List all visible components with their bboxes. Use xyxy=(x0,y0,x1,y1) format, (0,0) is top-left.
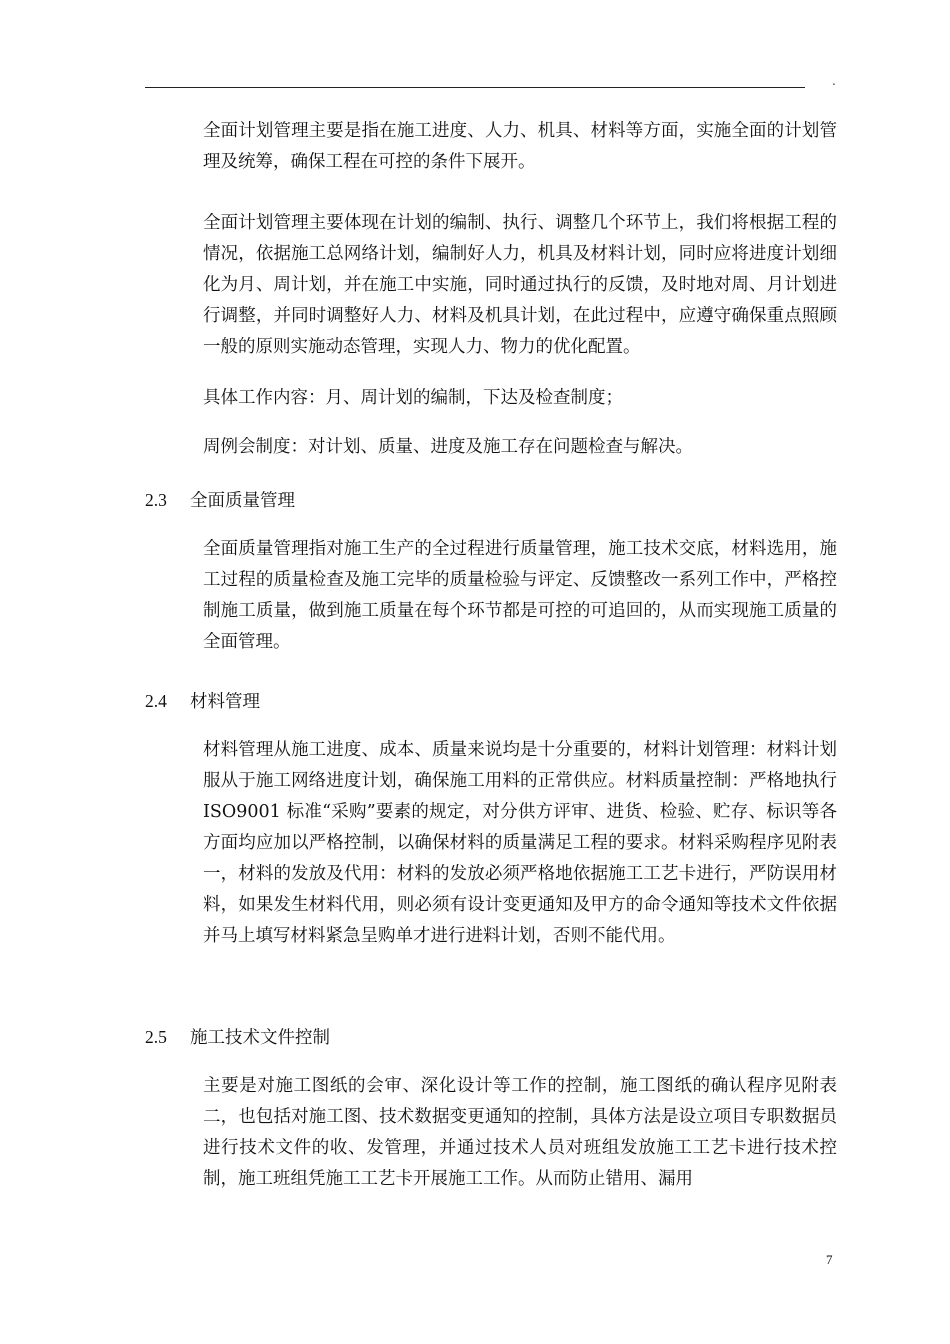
section-body-2-3: 全面质量管理指对施工生产的全过程进行质量管理，施工技术交底，材料选用，施工过程的质量检查及施工完毕的质量检验与评定、反馈整改一系列工作中，严格控制施工质量，做到施工质量在每个环节都是可控的可追回的，从而实现施工质量的全面管理。 xyxy=(203,539,837,652)
section-title: 全面质量管理 xyxy=(190,491,295,511)
paragraph-weekly-meeting: 周例会制度：对计划、质量、进度及施工存在问题检查与解决。 xyxy=(203,437,693,457)
section-heading-2-4 xyxy=(145,686,260,718)
section-title: 材料管理 xyxy=(190,692,260,712)
section-title: 施工技术文件控制 xyxy=(190,1028,330,1048)
section-number: 2.4 xyxy=(145,691,167,711)
section-number: 2.3 xyxy=(145,490,167,510)
paragraph-work-content: 具体工作内容：月、周计划的编制，下达及检查制度； xyxy=(203,388,623,408)
paragraph-plan-management-detail: 全面计划管理主要体现在计划的编制、执行、调整几个环节上，我们将根据工程的情况，依据施工总网络计划，编制好人力，机具及材料计划，同时应将进度计划细化为月、周计划，并在施工中实施，同时通过执行的反馈，及时地对周、月计划进行调整，并同时调整好人力、材料及机具计划，在此过程中，应遵守确保重点照顾一般的原则实施动态管理，实现人力、物力的优化配置。 xyxy=(203,213,837,357)
section-number: 2.5 xyxy=(145,1027,167,1047)
page-number: 7 xyxy=(826,1252,833,1267)
paragraph-plan-management-intro: 全面计划管理主要是指在施工进度、人力、机具、材料等方面，实施全面的计划管理及统筹，确保工程在可控的条件下展开。 xyxy=(203,121,837,172)
section-body-2-4: 材料管理从施工进度、成本、质量来说均是十分重要的，材料计划管理：材料计划服从于施工网络进度计划，确保施工用料的正常供应。材料质量控制：严格地执行 ISO9001 标准“采购”要素的规定，对分供方评审、进货、检验、贮存、标识等各方面均应加以严格控制，以确保材料的质量满足工程的要求。材料采购程序见附表一，材料的发放及代用：材料的发放必须严格地依据施工工艺卡进行，严防误用材料，如果发生材料代用，则必须有设计变更通知及甲方的命令通知等技术文件依据并马上填写材料紧急呈购单才进行进料计划，否则不能代用。 xyxy=(203,740,837,946)
header-rule xyxy=(145,87,805,88)
section-heading-2-3 xyxy=(145,485,295,517)
section-body-2-5: 主要是对施工图纸的会审、深化设计等工作的控制，施工图纸的确认程序见附表二，也包括对施工图、技术数据变更通知的控制，具体方法是设立项目专职数据员进行技术文件的收、发管理，并通过技术人员对班组发放施工工艺卡进行技术控制，施工班组凭施工工艺卡开展施工工作。从而防止错用、漏用 xyxy=(203,1076,837,1189)
section-heading-2-5 xyxy=(145,1022,330,1054)
header-mark: . xyxy=(832,74,836,88)
